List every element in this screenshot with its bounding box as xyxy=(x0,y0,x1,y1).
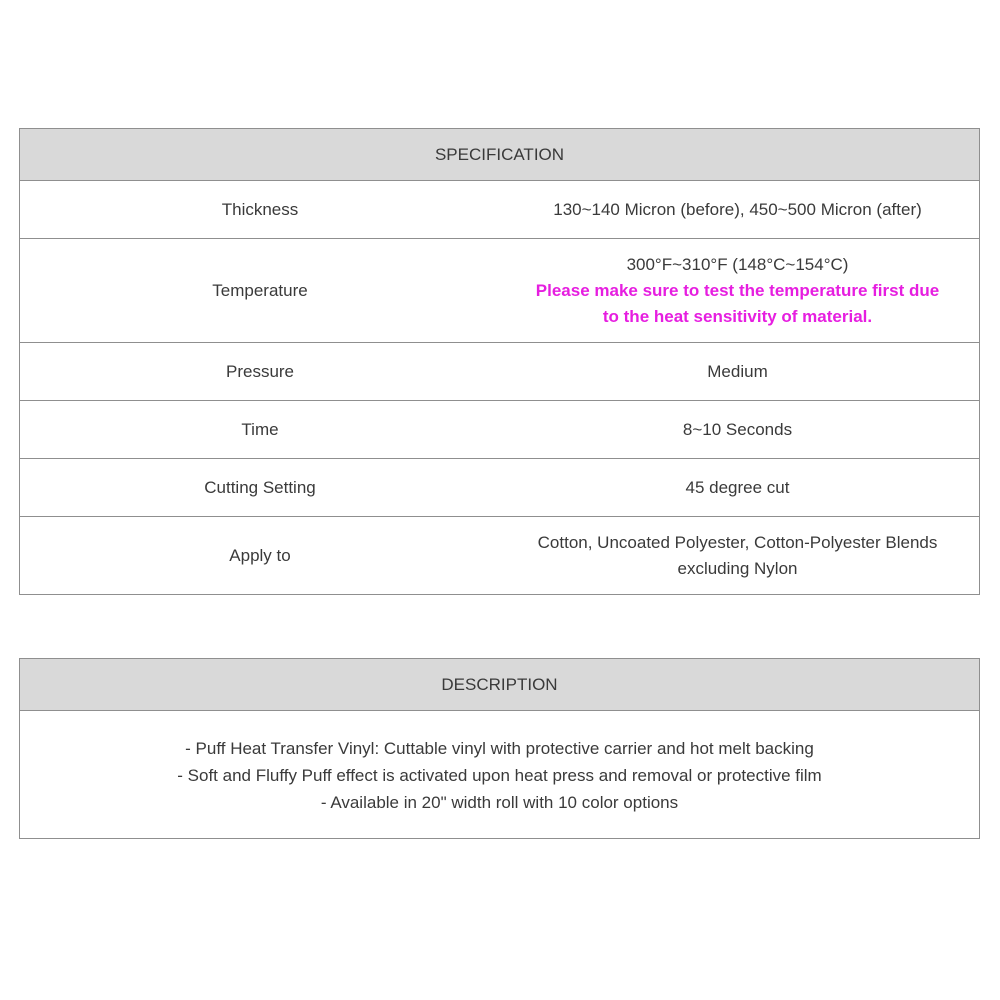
spec-row-apply-to xyxy=(20,517,979,595)
specification-table xyxy=(19,128,980,595)
spec-value xyxy=(500,252,979,330)
spec-value: 8~10 Seconds xyxy=(682,419,793,439)
apply-to-line-1: Cotton, Uncoated Polyester, Cotton-Polyester Blends xyxy=(537,533,938,552)
spec-row-temperature xyxy=(20,239,979,343)
description-panel xyxy=(19,658,980,839)
description-header: DESCRIPTION xyxy=(20,659,979,711)
spec-value xyxy=(500,530,979,582)
description-line: - Puff Heat Transfer Vinyl: Cuttable vinyl with protective carrier and hot melt backing xyxy=(185,739,814,758)
spec-label: Thickness xyxy=(221,199,299,219)
apply-to-line-2: excluding Nylon xyxy=(677,559,798,578)
temperature-value: 300°F~310°F (148°C~154°C) xyxy=(626,254,849,274)
spec-label: Time xyxy=(241,419,279,439)
spec-row-time xyxy=(20,401,979,459)
spec-label: Temperature xyxy=(212,280,308,300)
spec-row-pressure xyxy=(20,343,979,401)
spec-value: Medium xyxy=(707,361,768,381)
spec-value: 45 degree cut xyxy=(685,477,790,497)
description-line: - Soft and Fluffy Puff effect is activated upon heat press and removal or protective film xyxy=(177,766,822,785)
spec-value: 130~140 Micron (before), 450~500 Micron (after) xyxy=(553,199,922,219)
spec-label: Pressure xyxy=(225,361,295,381)
temperature-warning-line-2: to the heat sensitivity of material. xyxy=(602,306,873,326)
spec-row-cutting-setting xyxy=(20,459,979,517)
spec-label: Cutting Setting xyxy=(204,477,316,497)
description-line: - Available in 20" width roll with 10 color options xyxy=(320,793,679,812)
specification-header: SPECIFICATION xyxy=(20,129,979,181)
spec-label: Apply to xyxy=(229,546,291,565)
description-body xyxy=(20,711,979,816)
temperature-warning-line-1: Please make sure to test the temperature first due xyxy=(535,280,940,300)
spec-row-thickness xyxy=(20,181,979,239)
